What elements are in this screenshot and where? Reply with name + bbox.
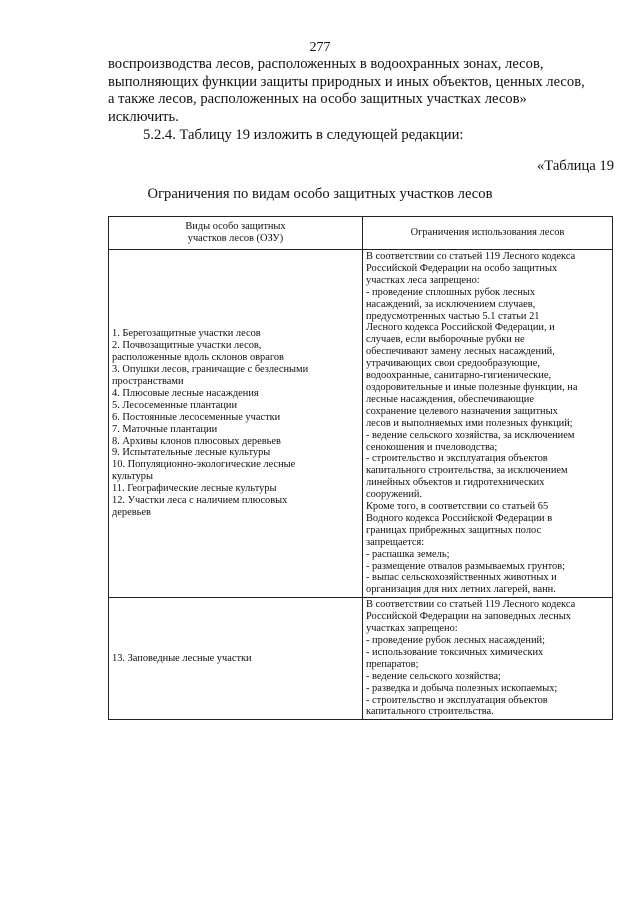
type-line: 11. Географические лесные культуры bbox=[112, 483, 277, 495]
type-line: 7. Маточные плантации bbox=[112, 423, 218, 435]
restriction-line: Лесного кодекса Российской Федерации, и bbox=[366, 322, 555, 334]
restriction-line: утрачивающих свои средообразующие, bbox=[366, 358, 541, 370]
restriction-line: - ведение сельского хозяйства, за исключением bbox=[366, 429, 575, 441]
restriction-line: сооружений. bbox=[366, 489, 423, 501]
restriction-line: оздоровительные и иные полезные функции, на bbox=[366, 381, 578, 393]
intro-paragraph bbox=[108, 56, 612, 126]
type-line: 3. Опушки лесов, граничащие с безлесными bbox=[112, 364, 309, 376]
restriction-line: границах прибрежных защитных полос bbox=[366, 524, 542, 536]
restriction-line: - распашка земель; bbox=[366, 548, 450, 560]
restriction-line: сенокошения и пчеловодства; bbox=[366, 441, 498, 453]
type-line: 2. Почвозащитные участки лесов, bbox=[112, 340, 262, 352]
restriction-line: В соответствии со статьей 119 Лесного кодекса bbox=[366, 251, 576, 262]
header-line: участков лесов (ОЗУ) bbox=[187, 233, 284, 244]
type-line: культуры bbox=[112, 471, 153, 483]
restriction-line: - проведение рубок лесных насаждений; bbox=[366, 635, 545, 646]
type-line: 5. Лесосеменные плантации bbox=[112, 399, 238, 411]
type-line: 8. Архивы клонов плюсовых деревьев bbox=[112, 435, 281, 447]
header-line: Ограничения использования лесов bbox=[410, 227, 565, 239]
restriction-line: организация для них летних лагерей, ванн. bbox=[366, 584, 556, 596]
type-line: 13. Заповедные лесные участки bbox=[112, 652, 252, 664]
restriction-line: водоохранные, санитарно-гигиенические, bbox=[366, 370, 552, 382]
table-row bbox=[109, 598, 613, 720]
restriction-line: капитального строительства. bbox=[366, 706, 494, 718]
types-cell bbox=[109, 250, 363, 598]
restriction-line: капитального строительства, за исключением bbox=[366, 465, 568, 477]
restriction-line: - разведка и добыча полезных ископаемых; bbox=[366, 682, 558, 694]
table-label: «Таблица 19 bbox=[536, 158, 614, 174]
restriction-line: - ведение сельского хозяйства; bbox=[366, 670, 501, 682]
restriction-line: участках леса запрещено: bbox=[366, 274, 480, 286]
type-line: пространствами bbox=[112, 376, 184, 388]
type-line: деревьев bbox=[112, 506, 151, 518]
restriction-line: сохранение целевого назначения защитных bbox=[366, 405, 558, 417]
type-line: 10. Популяционно-экологические лесные bbox=[112, 459, 296, 471]
restriction-line: - размещение отвалов размываемых грунтов; bbox=[366, 560, 566, 572]
restrictions-table bbox=[108, 216, 613, 720]
restriction-line: - строительство и эксплуатация объектов bbox=[366, 694, 548, 706]
intro-line: а также лесов, расположенных на особо защитных участках лесов» bbox=[108, 91, 527, 108]
intro-line: выполняющих функции защиты природных и иных объектов, ценных лесов, bbox=[108, 73, 585, 90]
type-line: 1. Берегозащитные участки лесов bbox=[112, 328, 261, 340]
header-types bbox=[109, 217, 363, 250]
restriction-line: - использование токсичных химических bbox=[366, 646, 544, 658]
section-title: 5.2.4. Таблицу 19 изложить в следующей редакции: bbox=[143, 127, 464, 143]
restriction-line: участках запрещено: bbox=[366, 623, 458, 635]
restriction-line: насаждений, за исключением случаев, bbox=[366, 298, 536, 310]
table-header-row bbox=[109, 217, 613, 250]
header-restrictions bbox=[363, 217, 613, 250]
types-cell bbox=[109, 598, 363, 720]
restriction-line: Водного кодекса Российской Федерации в bbox=[366, 512, 553, 524]
type-line: 6. Постоянные лесосеменные участки bbox=[112, 411, 281, 423]
table-heading: Ограничения по видам особо защитных участков лесов bbox=[147, 186, 493, 202]
restriction-line: линейных объектов и гидротехнических bbox=[366, 477, 545, 489]
restriction-line: - строительство и эксплуатация объектов bbox=[366, 453, 548, 465]
restriction-line: Кроме того, в соответствии со статьей 65 bbox=[366, 501, 549, 513]
restriction-line: - проведение сплошных рубок лесных bbox=[366, 286, 536, 298]
restriction-line: Российской Федерации на заповедных лесных bbox=[366, 611, 571, 623]
header-line: Виды особо защитных bbox=[185, 221, 286, 233]
type-line: 12. Участки леса с наличием плюсовых bbox=[112, 495, 288, 507]
restrictions-cell bbox=[363, 250, 613, 598]
type-line: расположенные вдоль склонов оврагов bbox=[112, 352, 284, 364]
table-row bbox=[109, 250, 613, 598]
restriction-line: запрещается: bbox=[366, 536, 425, 548]
intro-line: воспроизводства лесов, расположенных в водоохранных зонах, лесов, bbox=[108, 56, 544, 72]
restriction-line: обеспечивают замену лесных насаждений, bbox=[366, 346, 555, 358]
type-line: 9. Испытательные лесные культуры bbox=[112, 447, 271, 459]
restriction-line: В соответствии со статьей 119 Лесного кодекса bbox=[366, 599, 576, 611]
restriction-line: случаев, если выборочные рубки не bbox=[366, 334, 525, 346]
restriction-line: лесные насаждения, обеспечивающие bbox=[366, 393, 534, 405]
intro-line: исключить. bbox=[108, 108, 179, 125]
restriction-line: - выпас сельскохозяйственных животных и bbox=[366, 572, 557, 584]
page-number: 277 bbox=[309, 40, 331, 55]
restriction-line: препаратов; bbox=[366, 658, 419, 670]
restriction-line: предусмотренных частью 5.1 статьи 21 bbox=[366, 310, 540, 322]
restriction-line: Российской Федерации на особо защитных bbox=[366, 262, 558, 274]
restrictions-cell bbox=[363, 598, 613, 720]
type-line: 4. Плюсовые лесные насаждения bbox=[112, 387, 259, 399]
restriction-line: лесов и выполняемых ими полезных функций; bbox=[366, 417, 573, 429]
